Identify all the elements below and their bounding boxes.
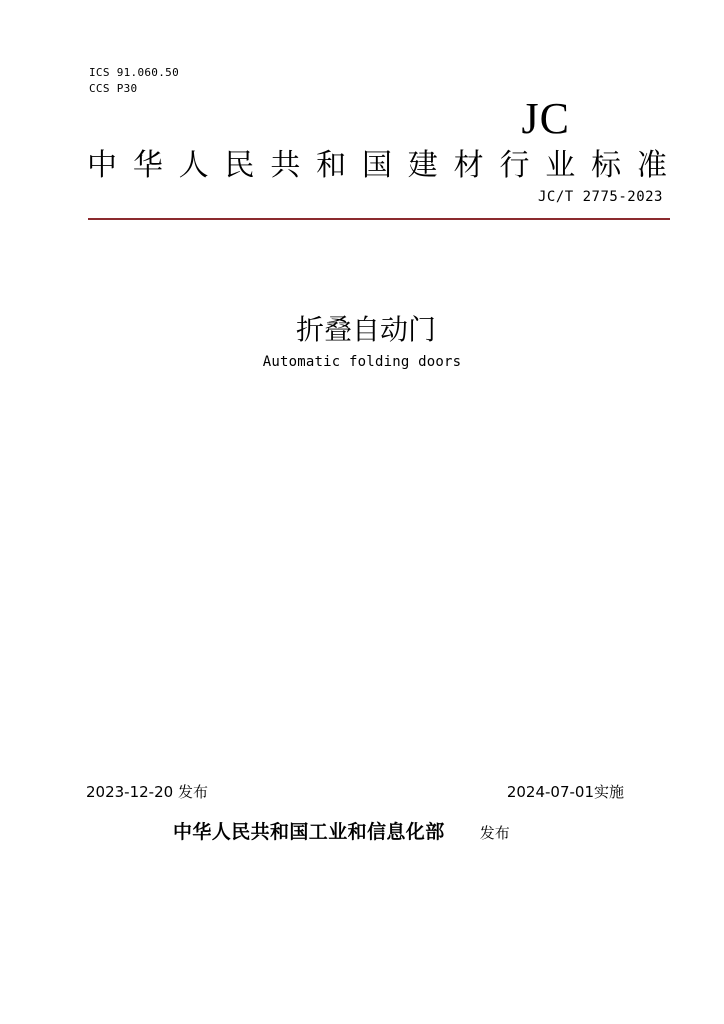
standard-title-char: 建: [407, 148, 438, 183]
standard-title-char: 准: [636, 148, 667, 183]
standard-title-char: 国: [361, 148, 392, 183]
ics-code: ICS 91.060.50: [89, 66, 179, 79]
issuer-row: [173, 820, 510, 845]
issuer-action: 发布: [479, 824, 510, 842]
standard-mark: JC: [521, 94, 570, 143]
standard-title-char: 材: [453, 148, 484, 183]
document-title: 折叠自动门: [295, 313, 436, 346]
standard-title-char: 标: [591, 148, 622, 183]
implementation-date: 2024-07-01实施: [506, 783, 624, 801]
issue-date: 2023-12-20 发布: [86, 783, 208, 801]
standard-title-char: 和: [316, 148, 347, 183]
standard-title-char: 民: [224, 148, 255, 183]
ccs-code: CCS P30: [89, 82, 138, 95]
standard-title-char: 共: [270, 148, 301, 183]
header-divider: [88, 218, 670, 220]
standard-category-title: [87, 146, 667, 186]
standard-title-char: 中: [87, 148, 117, 183]
standard-title-char: 华: [132, 148, 163, 183]
standard-title-char: 行: [499, 148, 530, 183]
standard-number: JC/T 2775-2023: [537, 189, 663, 205]
document-title-english: Automatic folding doors: [262, 354, 462, 370]
standard-title-char: 人: [178, 148, 209, 183]
issuer-name: 中华人民共和国工业和信息化部: [173, 821, 445, 843]
standard-title-char: 业: [545, 148, 576, 183]
